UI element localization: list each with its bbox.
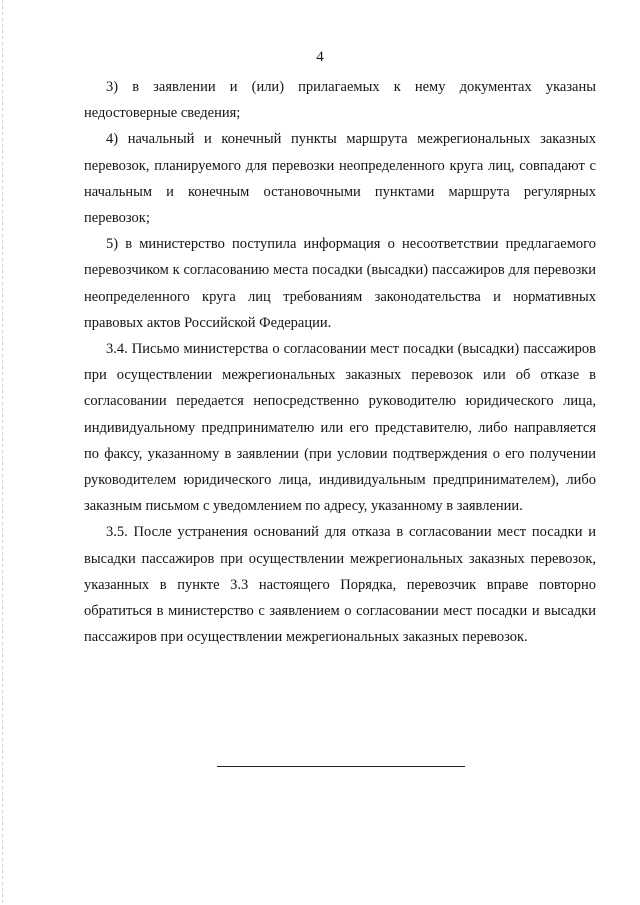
paragraph-item-4: 4) начальный и конечный пункты маршрута межрегиональных заказных перевозок, планируемого для перевозки неопределенного круга лиц, совпадают с начальным и конечным остановочными пунктами маршрута регулярных перевозок; <box>84 131 596 227</box>
document-body <box>84 74 596 650</box>
paragraph-item-5: 5) в министерство поступила информация о несоответствии предлагаемого перевозчиком к согласованию места посадки (высадки) пассажиров для перевозки неопределенного круга лиц требованиям законодательства и нормативных правовых актов Российской Федерации. <box>84 236 596 331</box>
scan-edge <box>2 0 3 905</box>
page-number: 4 <box>316 49 324 65</box>
paragraph-section-3-5: 3.5. После устранения оснований для отказа в согласовании мест посадки и высадки пассажиров при осуществлении межрегиональных заказных перевозок, указанных в пункте 3.3 настоящего Порядка, перевозчик вправе повторно обратиться в министерство с заявлением о согласовании мест посадки и высадки пассажиров при осуществлении межрегиональных заказных перевозок. <box>84 524 596 646</box>
paragraph-section-3-4: 3.4. Письмо министерства о согласовании мест посадки (высадки) пассажиров при осуществлении межрегиональных заказных перевозок или об отказе в согласовании передается непосредственно руководителю юридического лица, индивидуальному предпринимателю или его представителю, либо направляется по факсу, указанному в заявлении (при условии подтверждения о его получении руководителем юридического лица, индивидуальным предпринимателем), либо заказным письмом с уведомлением по адресу, указанному в заявлении. <box>84 341 596 515</box>
paragraph-item-3: 3) в заявлении и (или) прилагаемых к нему документах указаны недостоверные сведения; <box>84 79 596 122</box>
closing-rule <box>217 766 465 767</box>
